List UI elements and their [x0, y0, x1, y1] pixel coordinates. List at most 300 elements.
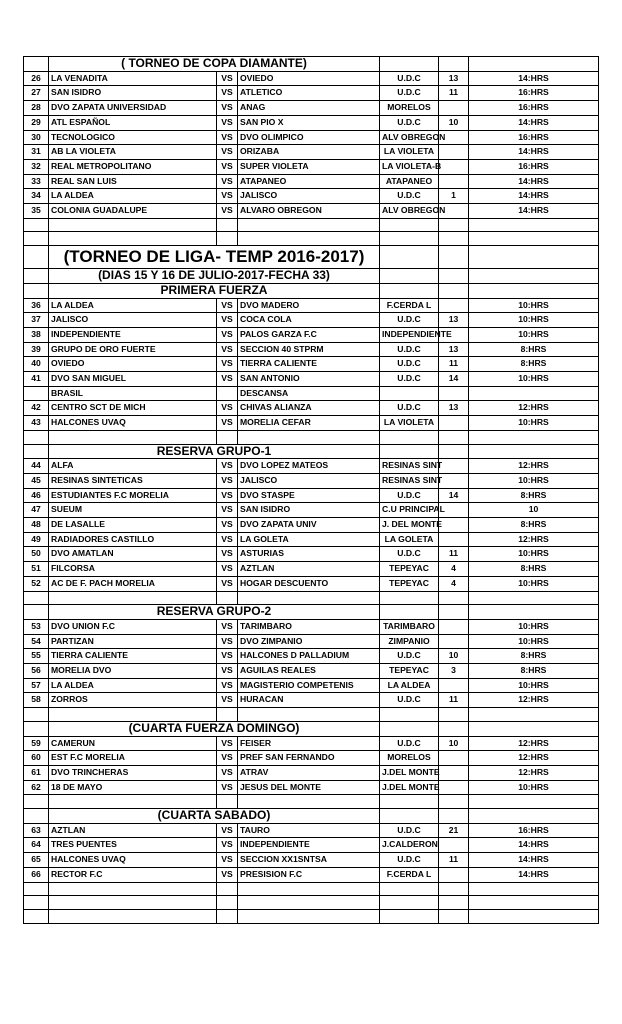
field-number [439, 159, 469, 174]
match-row [24, 313, 599, 328]
match-number: 30 [24, 130, 49, 145]
blank-cell [469, 218, 599, 232]
kickoff-time: 10:HRS [469, 619, 599, 634]
blank-cell [469, 882, 599, 896]
match-row [24, 780, 599, 795]
header-num-cell [24, 721, 49, 736]
kickoff-time: 12:HRS [469, 401, 599, 416]
section-title-row [24, 57, 599, 72]
venue: C.U PRINCIPAL [380, 503, 439, 518]
match-row [24, 838, 599, 853]
header-filler-cell [439, 444, 469, 459]
home-team: GRUPO DE ORO FUERTE [49, 342, 217, 357]
blank-row [24, 232, 599, 246]
home-team: MORELIA DVO [49, 664, 217, 679]
blank-cell [439, 909, 469, 923]
match-number: 50 [24, 547, 49, 562]
blank-cell [24, 795, 49, 809]
field-number: 10 [439, 115, 469, 130]
blank-row [24, 708, 599, 722]
field-number [439, 386, 469, 401]
vs-label: VS [217, 867, 238, 882]
header-filler-cell [469, 57, 599, 72]
match-row [24, 357, 599, 372]
match-number [24, 386, 49, 401]
field-number [439, 532, 469, 547]
blank-cell [238, 795, 380, 809]
home-team: HALCONES UVAQ [49, 416, 217, 431]
vs-label [217, 386, 238, 401]
away-team: DVO MADERO [238, 298, 380, 313]
kickoff-time: 10:HRS [469, 473, 599, 488]
match-number: 49 [24, 532, 49, 547]
kickoff-time: 8:HRS [469, 518, 599, 533]
match-row [24, 547, 599, 562]
header-filler-cell [439, 246, 469, 269]
kickoff-time: 10:HRS [469, 298, 599, 313]
kickoff-time: 14:HRS [469, 71, 599, 86]
header-filler-cell [380, 246, 439, 269]
home-team: HALCONES UVAQ [49, 853, 217, 868]
blank-cell [380, 708, 439, 722]
vs-label: VS [217, 664, 238, 679]
home-team: CAMERUN [49, 736, 217, 751]
field-number [439, 416, 469, 431]
kickoff-time: 16:HRS [469, 823, 599, 838]
section-title: PRIMERA FUERZA [49, 283, 380, 298]
header-filler-cell [439, 57, 469, 72]
blank-cell [49, 232, 217, 246]
match-number: 57 [24, 678, 49, 693]
blank-cell [439, 232, 469, 246]
header-num-cell [24, 57, 49, 72]
field-number [439, 838, 469, 853]
home-team: TRES PUENTES [49, 838, 217, 853]
match-number: 34 [24, 189, 49, 204]
field-number: 11 [439, 853, 469, 868]
blank-row [24, 896, 599, 910]
vs-label: VS [217, 174, 238, 189]
home-team: PARTIZAN [49, 634, 217, 649]
vs-label: VS [217, 503, 238, 518]
blank-row [24, 218, 599, 232]
away-team: DVO ZIMPANIO [238, 634, 380, 649]
header-filler-cell [380, 57, 439, 72]
header-filler-cell [469, 269, 599, 284]
header-num-cell [24, 809, 49, 824]
vs-label: VS [217, 736, 238, 751]
away-team: PREF SAN FERNANDO [238, 751, 380, 766]
match-number: 51 [24, 562, 49, 577]
kickoff-time: 10:HRS [469, 780, 599, 795]
vs-label: VS [217, 401, 238, 416]
blank-cell [380, 795, 439, 809]
match-number: 32 [24, 159, 49, 174]
field-number [439, 473, 469, 488]
away-team: ATAPANEO [238, 174, 380, 189]
header-filler-cell [380, 269, 439, 284]
home-team: CENTRO SCT DE MICH [49, 401, 217, 416]
venue: LA VIOLETA [380, 145, 439, 160]
venue: U.D.C [380, 86, 439, 101]
away-team: ALVARO OBREGON [238, 204, 380, 219]
blank-cell [217, 909, 238, 923]
match-number: 43 [24, 416, 49, 431]
field-number: 13 [439, 71, 469, 86]
kickoff-time: 16:HRS [469, 130, 599, 145]
home-team: DVO SAN MIGUEL [49, 372, 217, 387]
home-team: EST F.C MORELIA [49, 751, 217, 766]
away-team: SUPER VIOLETA [238, 159, 380, 174]
venue: U.D.C [380, 115, 439, 130]
home-team: ALFA [49, 459, 217, 474]
kickoff-time: 10 [469, 503, 599, 518]
home-team: TIERRA CALIENTE [49, 649, 217, 664]
venue: U.D.C [380, 823, 439, 838]
tournament-title-row [24, 246, 599, 269]
kickoff-time: 8:HRS [469, 342, 599, 357]
field-number: 4 [439, 576, 469, 591]
venue: MORELOS [380, 101, 439, 116]
home-team: DVO UNION F.C [49, 619, 217, 634]
field-number: 1 [439, 189, 469, 204]
field-number: 11 [439, 547, 469, 562]
match-row [24, 488, 599, 503]
match-row [24, 115, 599, 130]
tournament-title: (TORNEO DE LIGA- TEMP 2016-2017) [49, 246, 380, 269]
match-number: 37 [24, 313, 49, 328]
kickoff-time: 10:HRS [469, 576, 599, 591]
match-row [24, 86, 599, 101]
match-number: 64 [24, 838, 49, 853]
match-row [24, 619, 599, 634]
match-number: 40 [24, 357, 49, 372]
match-row [24, 71, 599, 86]
blank-cell [380, 882, 439, 896]
blank-cell [217, 232, 238, 246]
blank-cell [469, 591, 599, 605]
blank-cell [217, 896, 238, 910]
kickoff-time: 12:HRS [469, 532, 599, 547]
venue: U.D.C [380, 853, 439, 868]
match-row [24, 693, 599, 708]
field-number [439, 298, 469, 313]
match-number: 58 [24, 693, 49, 708]
field-number: 13 [439, 401, 469, 416]
home-team: AC DE F. PACH MORELIA [49, 576, 217, 591]
section-title-row [24, 605, 599, 620]
field-number: 13 [439, 342, 469, 357]
vs-label: VS [217, 313, 238, 328]
home-team: BRASIL [49, 386, 217, 401]
vs-label: VS [217, 823, 238, 838]
match-row [24, 823, 599, 838]
away-team: HALCONES D PALLADIUM [238, 649, 380, 664]
venue: U.D.C [380, 401, 439, 416]
header-num-cell [24, 269, 49, 284]
blank-cell [469, 909, 599, 923]
field-number: 10 [439, 736, 469, 751]
away-team: DVO STASPE [238, 488, 380, 503]
blank-cell [24, 909, 49, 923]
away-team: HOGAR DESCUENTO [238, 576, 380, 591]
venue: F.CERDA L [380, 867, 439, 882]
blank-cell [49, 909, 217, 923]
match-number: 56 [24, 664, 49, 679]
blank-cell [49, 708, 217, 722]
match-row [24, 867, 599, 882]
venue: TARIMBARO [380, 619, 439, 634]
match-number: 42 [24, 401, 49, 416]
kickoff-time: 16:HRS [469, 86, 599, 101]
vs-label: VS [217, 853, 238, 868]
vs-label: VS [217, 342, 238, 357]
field-number [439, 867, 469, 882]
field-number [439, 174, 469, 189]
match-number: 65 [24, 853, 49, 868]
away-team: SECCION XX1SNTSA [238, 853, 380, 868]
kickoff-time: 10:HRS [469, 327, 599, 342]
blank-cell [49, 430, 217, 444]
venue: LA ALDEA [380, 678, 439, 693]
kickoff-time: 14:HRS [469, 115, 599, 130]
vs-label: VS [217, 204, 238, 219]
field-number [439, 780, 469, 795]
match-row [24, 189, 599, 204]
away-team: MORELIA CEFAR [238, 416, 380, 431]
away-team: PRESISION F.C [238, 867, 380, 882]
venue: ALV OBREGON [380, 130, 439, 145]
home-team: ZORROS [49, 693, 217, 708]
match-number: 62 [24, 780, 49, 795]
blank-cell [24, 218, 49, 232]
blank-row [24, 591, 599, 605]
header-num-cell [24, 246, 49, 269]
kickoff-time: 10:HRS [469, 547, 599, 562]
blank-row [24, 882, 599, 896]
match-number: 35 [24, 204, 49, 219]
venue: LA GOLETA [380, 532, 439, 547]
away-team: CHIVAS ALIANZA [238, 401, 380, 416]
field-number: 14 [439, 372, 469, 387]
kickoff-time: 14:HRS [469, 145, 599, 160]
match-row [24, 473, 599, 488]
section-title: (CUARTA FUERZA DOMINGO) [49, 721, 380, 736]
venue: RESINAS SINT [380, 473, 439, 488]
blank-cell [439, 896, 469, 910]
blank-cell [217, 218, 238, 232]
away-team: DVO ZAPATA UNIV [238, 518, 380, 533]
venue [380, 386, 439, 401]
schedule-sheet [23, 56, 598, 924]
blank-cell [380, 218, 439, 232]
match-row [24, 101, 599, 116]
blank-cell [217, 708, 238, 722]
venue: U.D.C [380, 736, 439, 751]
blank-cell [24, 896, 49, 910]
home-team: AZTLAN [49, 823, 217, 838]
match-number: 46 [24, 488, 49, 503]
home-team: DVO AMATLAN [49, 547, 217, 562]
away-team: COCA COLA [238, 313, 380, 328]
home-team: DE LASALLE [49, 518, 217, 533]
away-team: JALISCO [238, 473, 380, 488]
field-number [439, 751, 469, 766]
away-team: SECCION 40 STPRM [238, 342, 380, 357]
venue: TEPEYAC [380, 562, 439, 577]
blank-cell [24, 882, 49, 896]
blank-cell [24, 232, 49, 246]
away-team: ASTURIAS [238, 547, 380, 562]
kickoff-time [469, 386, 599, 401]
field-number: 14 [439, 488, 469, 503]
home-team: AB LA VIOLETA [49, 145, 217, 160]
header-filler-cell [380, 283, 439, 298]
venue: J. DEL MONTE [380, 518, 439, 533]
vs-label: VS [217, 693, 238, 708]
header-num-cell [24, 283, 49, 298]
blank-cell [469, 232, 599, 246]
kickoff-time: 14:HRS [469, 867, 599, 882]
venue: J.DEL MONTE [380, 780, 439, 795]
header-filler-cell [380, 721, 439, 736]
header-num-cell [24, 605, 49, 620]
blank-row [24, 795, 599, 809]
kickoff-time: 8:HRS [469, 664, 599, 679]
vs-label: VS [217, 327, 238, 342]
match-row [24, 204, 599, 219]
home-team: RESINAS SINTETICAS [49, 473, 217, 488]
venue: U.D.C [380, 189, 439, 204]
blank-cell [49, 795, 217, 809]
venue: LA VIOLETA [380, 416, 439, 431]
kickoff-time: 12:HRS [469, 751, 599, 766]
vs-label: VS [217, 86, 238, 101]
blank-cell [380, 909, 439, 923]
match-row [24, 664, 599, 679]
header-filler-cell [380, 809, 439, 824]
section-title: ( TORNEO DE COPA DIAMANTE) [49, 57, 380, 72]
blank-cell [439, 591, 469, 605]
blank-cell [439, 218, 469, 232]
header-num-cell [24, 444, 49, 459]
section-title-row [24, 721, 599, 736]
kickoff-time: 12:HRS [469, 693, 599, 708]
kickoff-time: 14:HRS [469, 204, 599, 219]
match-row [24, 751, 599, 766]
field-number [439, 459, 469, 474]
match-number: 54 [24, 634, 49, 649]
tournament-subtitle-row [24, 269, 599, 284]
venue: U.D.C [380, 313, 439, 328]
home-team: LA ALDEA [49, 678, 217, 693]
match-number: 61 [24, 765, 49, 780]
kickoff-time: 14:HRS [469, 838, 599, 853]
match-number: 31 [24, 145, 49, 160]
away-team: MAGISTERIO COMPETENIS [238, 678, 380, 693]
match-row [24, 327, 599, 342]
kickoff-time: 12:HRS [469, 765, 599, 780]
blank-cell [49, 882, 217, 896]
vs-label: VS [217, 765, 238, 780]
vs-label: VS [217, 678, 238, 693]
match-number: 53 [24, 619, 49, 634]
home-team: DVO TRINCHERAS [49, 765, 217, 780]
home-team: SUEUM [49, 503, 217, 518]
match-row [24, 416, 599, 431]
kickoff-time: 8:HRS [469, 488, 599, 503]
home-team: LA ALDEA [49, 298, 217, 313]
match-number: 60 [24, 751, 49, 766]
blank-cell [24, 708, 49, 722]
vs-label: VS [217, 130, 238, 145]
blank-cell [49, 591, 217, 605]
match-number: 38 [24, 327, 49, 342]
blank-cell [238, 708, 380, 722]
vs-label: VS [217, 416, 238, 431]
field-number: 4 [439, 562, 469, 577]
header-filler-cell [439, 283, 469, 298]
match-number: 55 [24, 649, 49, 664]
match-number: 59 [24, 736, 49, 751]
home-team: COLONIA GUADALUPE [49, 204, 217, 219]
blank-cell [238, 232, 380, 246]
home-team: ATL ESPAÑOL [49, 115, 217, 130]
kickoff-time: 10:HRS [469, 678, 599, 693]
header-filler-cell [439, 809, 469, 824]
match-row [24, 736, 599, 751]
header-filler-cell [469, 809, 599, 824]
blank-cell [238, 909, 380, 923]
match-number: 39 [24, 342, 49, 357]
section-title-row [24, 444, 599, 459]
match-number: 47 [24, 503, 49, 518]
field-number: 13 [439, 313, 469, 328]
match-row [24, 298, 599, 313]
away-team: JESUS DEL MONTE [238, 780, 380, 795]
venue: U.D.C [380, 357, 439, 372]
header-filler-cell [469, 246, 599, 269]
blank-cell [238, 896, 380, 910]
vs-label: VS [217, 576, 238, 591]
header-filler-cell [380, 444, 439, 459]
field-number [439, 101, 469, 116]
field-number [439, 518, 469, 533]
match-number: 28 [24, 101, 49, 116]
blank-cell [380, 232, 439, 246]
match-row [24, 130, 599, 145]
kickoff-time: 8:HRS [469, 649, 599, 664]
match-number: 26 [24, 71, 49, 86]
field-number [439, 145, 469, 160]
vs-label: VS [217, 547, 238, 562]
match-number: 36 [24, 298, 49, 313]
vs-label: VS [217, 459, 238, 474]
kickoff-time: 8:HRS [469, 562, 599, 577]
match-number: 63 [24, 823, 49, 838]
blank-cell [439, 795, 469, 809]
blank-cell [49, 218, 217, 232]
match-number: 45 [24, 473, 49, 488]
home-team: LA ALDEA [49, 189, 217, 204]
kickoff-time: 16:HRS [469, 101, 599, 116]
section-title-row [24, 809, 599, 824]
home-team: DVO ZAPATA UNIVERSIDAD [49, 101, 217, 116]
blank-cell [238, 218, 380, 232]
blank-cell [380, 591, 439, 605]
home-team: RADIADORES CASTILLO [49, 532, 217, 547]
match-row [24, 342, 599, 357]
